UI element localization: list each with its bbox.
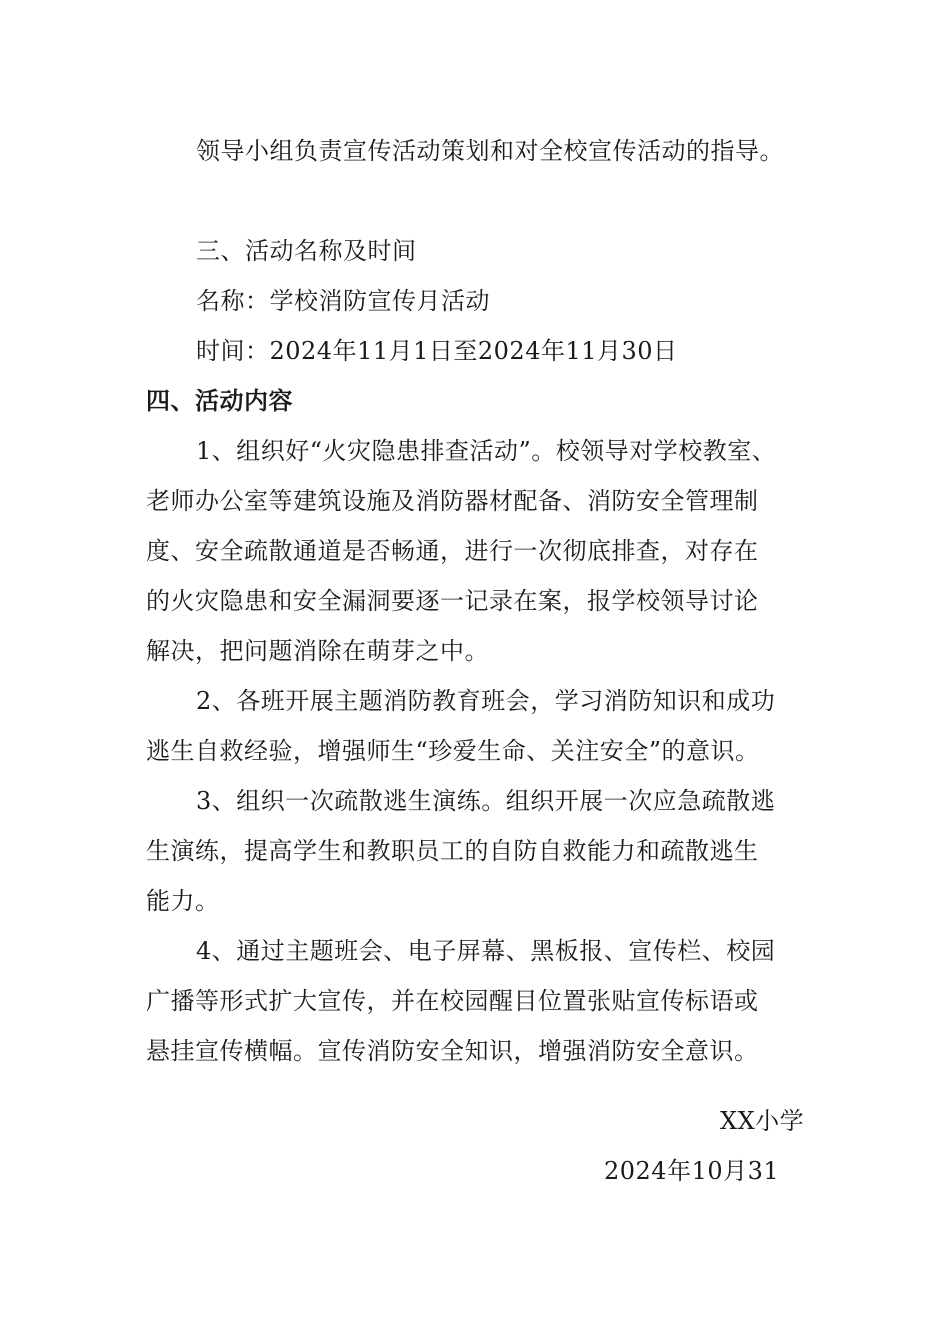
paragraph-3-line-3: 能力。 [146, 887, 220, 915]
paragraph-3-line-1: 3、组织一次疏散逃生演练。组织开展一次应急疏散逃 [196, 787, 776, 815]
paragraph-4-line-1: 4、通过主题班会、电子屏幕、黑板报、宣传栏、校园 [196, 937, 776, 965]
paragraph-1-line-5: 解决，把问题消除在萌芽之中。 [146, 637, 489, 665]
text-line-activity-name: 名称：学校消防宣传月活动 [196, 287, 490, 315]
paragraph-4-line-3: 悬挂宣传横幅。宣传消防安全知识，增强消防安全意识。 [146, 1037, 759, 1065]
paragraph-2-line-1: 2、各班开展主题消防教育班会，学习消防知识和成功 [196, 687, 776, 715]
paragraph-1-line-4: 的火灾隐患和安全漏洞要逐一记录在案，报学校领导讨论 [146, 587, 759, 615]
signature-date: 2024年10月31 [604, 1157, 780, 1185]
paragraph-1-line-2: 老师办公室等建筑设施及消防器材配备、消防安全管理制 [146, 487, 759, 515]
signature-school-name: XX小学 [720, 1107, 805, 1135]
paragraph-2-line-2: 逃生自救经验，增强师生“珍爱生命、关注安全”的意识。 [146, 737, 760, 765]
paragraph-4-line-2: 广播等形式扩大宣传，并在校园醒目位置张贴宣传标语或 [146, 987, 759, 1015]
section-heading-activity-content: 四、活动内容 [146, 387, 293, 415]
paragraph-3-line-2: 生演练，提高学生和教职员工的自防自救能力和疏散逃生 [146, 837, 759, 865]
section-heading-activity-name-time: 三、活动名称及时间 [196, 237, 417, 265]
paragraph-1-line-3: 度、安全疏散通道是否畅通，进行一次彻底排查，对存在 [146, 537, 759, 565]
paragraph-1-line-1: 1、组织好“火灾隐患排查活动”。校领导对学校教室、 [196, 437, 777, 465]
text-line-leadership: 领导小组负责宣传活动策划和对全校宣传活动的指导。 [196, 137, 784, 165]
text-line-activity-time: 时间：2024年11月1日至2024年11月30日 [196, 337, 678, 365]
